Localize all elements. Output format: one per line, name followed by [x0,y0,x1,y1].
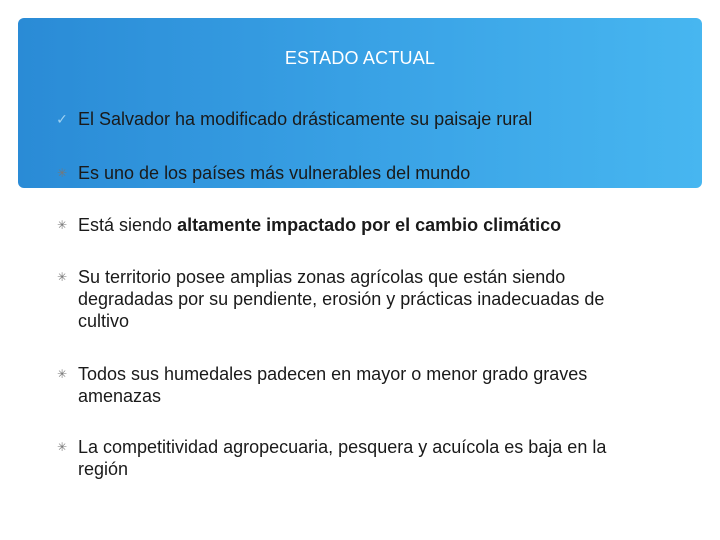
bullet-text: Su territorio posee amplias zonas agrícolas que están siendo degradadas por su pendiente, erosión y prácticas inadecuadas de cultivo [78,267,605,331]
slide-title-text: ESTADO ACTUAL [284,48,436,68]
bullet-item [56,436,638,480]
check-icon: ✓ [56,111,68,127]
bullet-text [78,214,638,236]
bullet-text: Todos sus humedales padecen en mayor o menor grado graves amenazas [78,364,588,406]
bullet-item [56,363,638,407]
bullet-item [56,266,638,332]
bullet-text-bold: altamente impactado por el cambio climático [177,215,562,235]
asterisk-icon: ✳ [56,367,68,381]
bullet-item [56,214,638,236]
bullet-text: La competitividad agropecuaria, pesquera y acuícola es baja en la región [78,437,607,479]
bullet-text-plain: Está siendo [78,215,178,235]
asterisk-icon: ✳ [56,218,68,232]
bullet-item [56,162,638,184]
asterisk-icon: ✳ [56,440,68,454]
slide-title [0,48,720,69]
bullet-item [56,108,638,130]
bullet-text: Es uno de los países más vulnerables del mundo [78,163,471,183]
asterisk-icon: ✳ [56,166,68,180]
bullet-text: El Salvador ha modificado drásticamente su paisaje rural [78,109,533,129]
asterisk-icon: ✳ [56,270,68,284]
